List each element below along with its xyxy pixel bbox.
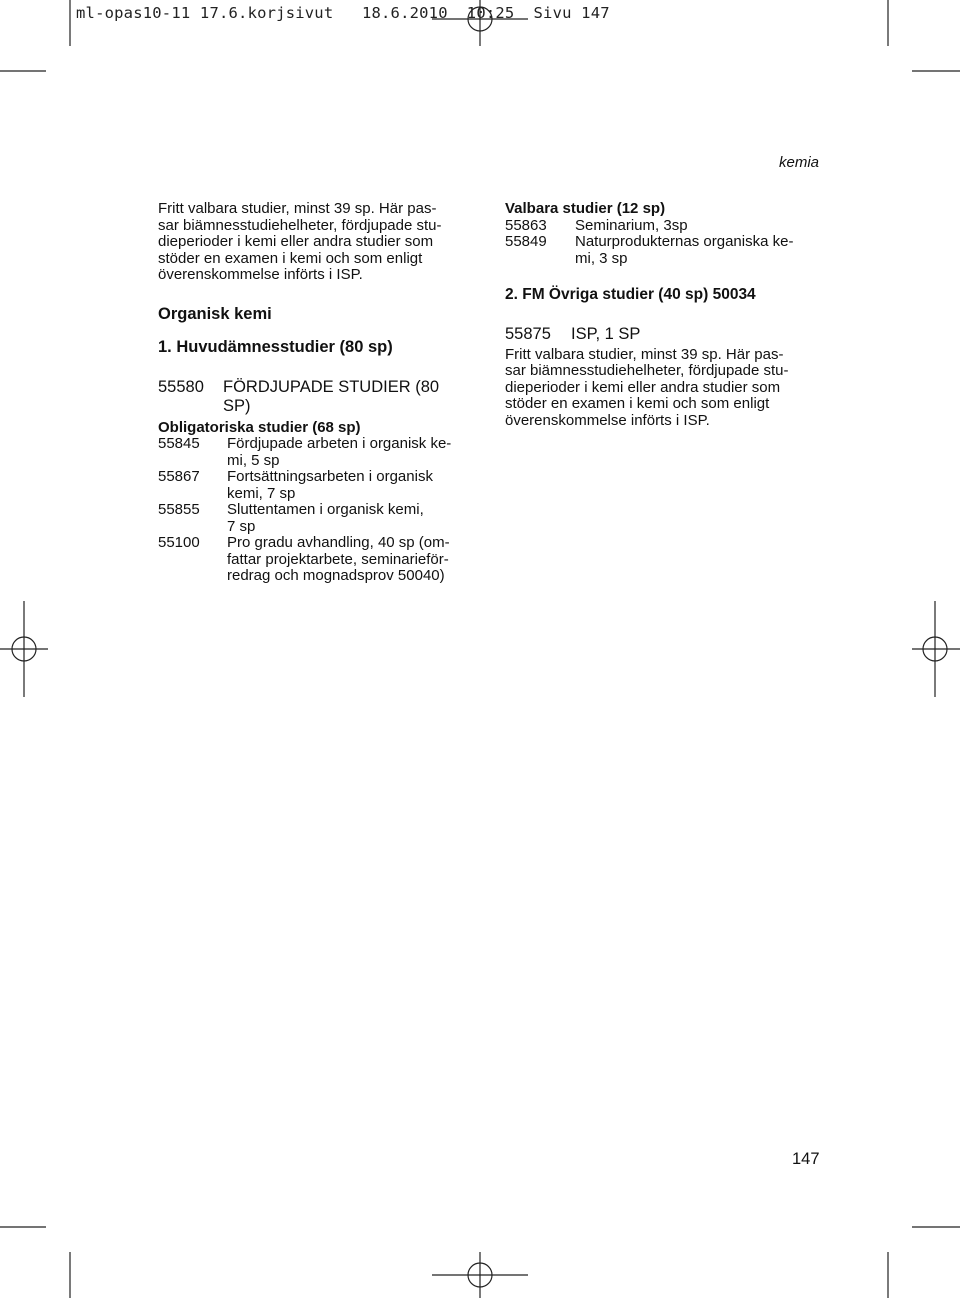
course-code: 55867: [158, 468, 200, 485]
heading-valbara: Valbara studier (12 sp): [505, 200, 666, 217]
course-code: 55863: [505, 216, 547, 234]
isp-entry: [505, 325, 825, 344]
course-entry: [505, 234, 825, 267]
course-entry: [158, 469, 478, 502]
outro-paragraph: Fritt valbara studier, minst 39 sp. Här pas- sar biämnesstudiehelheter, fördjupade stu- dieperioder i kemi eller andra studier som stöder en examen i kemi och som enligt överenskommelse införts i ISP.: [505, 345, 789, 429]
heading-fm-ovriga: 2. FM Övriga studier (40 sp) 50034: [505, 286, 756, 303]
running-head: kemia: [778, 154, 819, 171]
isp-code: 55875: [505, 324, 551, 343]
course-code: 55849: [505, 233, 547, 250]
course-code: 55855: [158, 501, 200, 518]
course-title: Sluttentamen i organisk kemi, 7 sp: [227, 501, 424, 535]
module-code: 55580: [158, 377, 204, 396]
course-code: 55845: [158, 435, 200, 452]
course-code: 55100: [158, 534, 200, 551]
isp-title: ISP, 1 SP: [571, 324, 641, 343]
course-entry: [158, 436, 478, 469]
course-title: Seminarium, 3sp: [575, 216, 688, 234]
course-entry: [158, 535, 478, 585]
course-entry: [505, 218, 825, 235]
module-title: FÖRDJUPADE STUDIER (80 SP): [223, 377, 440, 415]
intro-paragraph: Fritt valbara studier, minst 39 sp. Här pas- sar biämnesstudiehelheter, fördjupade stu- dieperioder i kemi eller andra studier som stöder en examen i kemi och som enligt överenskommelse införts i ISP.: [158, 200, 442, 283]
module-entry: [158, 378, 478, 416]
section-heading-organisk-kemi: Organisk kemi: [158, 304, 272, 323]
heading-obligatoriska: Obligatoriska studier (68 sp): [158, 418, 361, 436]
course-title: Fortsättningsarbeten i organisk kemi, 7 sp: [227, 468, 433, 502]
page-number: 147: [792, 1150, 820, 1168]
course-title: Pro gradu avhandling, 40 sp (om- fattar projektarbete, seminarieför- redrag och mognadsprov 50040): [227, 534, 450, 584]
print-slug-line: ml-opas10-11 17.6.korjsivut 18.6.2010 10:25 Sivu 147: [76, 4, 610, 22]
course-entry: [158, 502, 478, 535]
heading-huvudamnesstudier: 1. Huvudämnesstudier (80 sp): [158, 338, 393, 356]
left-column: [158, 201, 478, 585]
right-column: [505, 201, 825, 429]
course-title: Fördjupade arbeten i organisk ke- mi, 5 sp: [227, 435, 452, 469]
course-title: Naturprodukternas organiska ke- mi, 3 sp: [575, 233, 794, 267]
